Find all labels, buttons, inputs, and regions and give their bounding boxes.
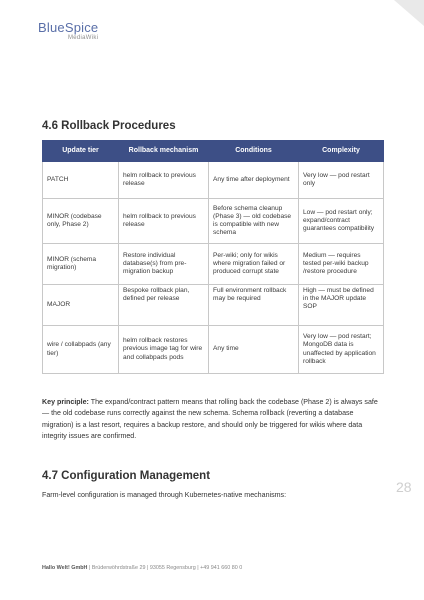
key-principle-text: The expand/contract pattern means that rolling back the codebase (Phase 2) is always safe — the old codebase runs correctly against the new schema. Schema rollback (reverting a database migration) is a last resort, requires a backup restore, and should only be triggered for wikis where data integrity issues are confirmed. xyxy=(42,398,378,441)
table-cell: Per-wiki; only for wikis where migration failed or produced corrupt state xyxy=(209,244,299,285)
table-cell: High — must be defined in the MAJOR update SOP xyxy=(299,285,384,326)
table-cell: MINOR (codebase only, Phase 2) xyxy=(43,199,119,244)
table-cell: MAJOR xyxy=(43,285,119,326)
table-cell: Bespoke rollback plan, defined per release xyxy=(119,285,209,326)
column-header: Update tier xyxy=(43,141,119,162)
table-cell: Full environment rollback may be required xyxy=(209,285,299,326)
table-row xyxy=(43,162,384,199)
table-cell: MINOR (schema migration) xyxy=(43,244,119,285)
corner-decoration xyxy=(394,0,424,26)
table-cell: Low — pod restart only; expand/contract guarantees compatibility xyxy=(299,199,384,244)
config-intro-paragraph: Farm-level configuration is managed through Kubernetes-native mechanisms: xyxy=(42,491,287,499)
section-heading-rollback: 4.6 Rollback Procedures xyxy=(42,120,176,132)
table-cell: Very low — pod restart; MongoDB data is unaffected by application rollback xyxy=(299,326,384,374)
section-heading-config: 4.7 Configuration Management xyxy=(42,470,211,482)
table-cell: Very low — pod restart only xyxy=(299,162,384,199)
table-cell: Any time after deployment xyxy=(209,162,299,199)
page-footer xyxy=(42,565,242,571)
logo-subtitle: MediaWiki xyxy=(67,35,99,41)
table-cell: PATCH xyxy=(43,162,119,199)
logo-wordmark: BlueSpice xyxy=(38,20,99,35)
table-row xyxy=(43,285,384,326)
page-number: 28 xyxy=(396,479,412,495)
table-header-row xyxy=(43,141,384,162)
key-principle-paragraph xyxy=(42,397,383,443)
table-cell: wire / collabpads (any tier) xyxy=(43,326,119,374)
table-cell: helm rollback restores previous image tag for wire and collabpads pods xyxy=(119,326,209,374)
table-row xyxy=(43,244,384,285)
table-row xyxy=(43,326,384,374)
column-header: Rollback mechanism xyxy=(119,141,209,162)
table-cell: Restore individual database(s) from pre-migration backup xyxy=(119,244,209,285)
table-cell: helm rollback to previous release xyxy=(119,162,209,199)
column-header: Complexity xyxy=(299,141,384,162)
table-cell: Any time xyxy=(209,326,299,374)
footer-address: | Brüderwöhrdstraße 29 | 93055 Regensburg | +49 941 660 80 0 xyxy=(87,565,243,571)
column-header: Conditions xyxy=(209,141,299,162)
table-row xyxy=(43,199,384,244)
table-cell: Medium — requires tested per-wiki backup /restore procedure xyxy=(299,244,384,285)
rollback-table xyxy=(42,140,384,374)
table-cell: helm rollback to previous release xyxy=(119,199,209,244)
bluespice-logo xyxy=(38,21,98,41)
key-principle-label: Key principle: xyxy=(42,398,89,406)
footer-company: Hallo Welt! GmbH xyxy=(42,565,88,571)
table-cell: Before schema cleanup (Phase 3) — old codebase is compatible with new schema xyxy=(209,199,299,244)
